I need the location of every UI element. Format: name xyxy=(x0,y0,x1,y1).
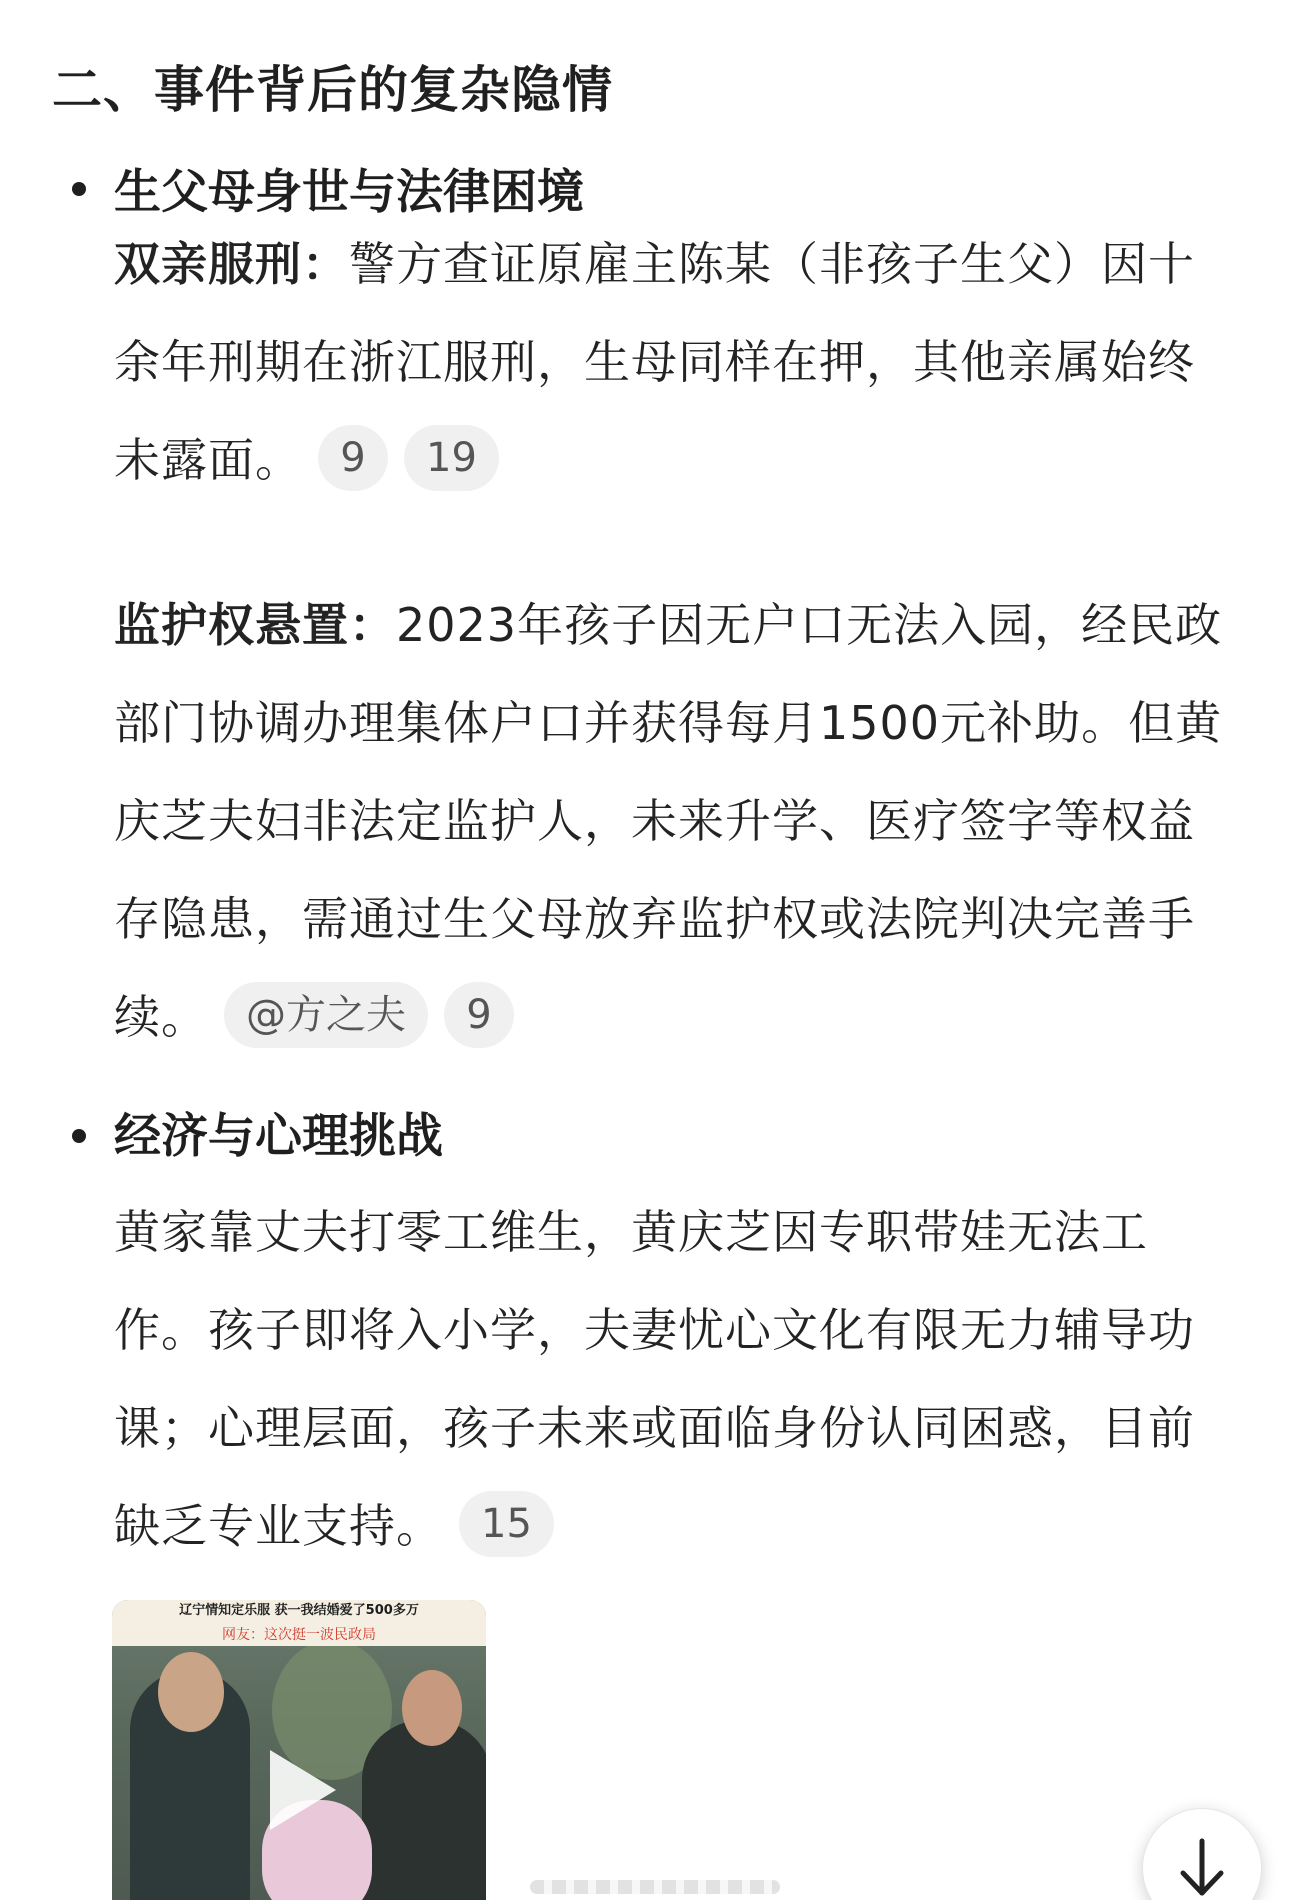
citation-chip[interactable]: 19 xyxy=(404,425,499,491)
citation-chip[interactable]: 9 xyxy=(318,425,388,491)
bullet-dot xyxy=(72,1129,86,1143)
paragraph-text: 2023年孩子因无户口无法入园，经民政部门协调办理集体户口并获得每月1500元补助。但黄庆芝夫妇非法定监护人，未来升学、医疗签字等权益存隐患，需通过生父母放弃监护权或法院判决完善手续。 xyxy=(114,598,1223,1044)
paragraph-label: 监护权悬置： xyxy=(114,598,396,652)
paragraph-parents-in-prison xyxy=(114,215,1234,509)
subheading-economic: 经济与心理挑战 xyxy=(114,1109,443,1164)
thumbnail-banner-text: 辽宁情知定乐服 获一我结婚爱了500多万 xyxy=(112,1600,486,1646)
scroll-down-button[interactable] xyxy=(1142,1808,1262,1900)
paragraph-label: 双亲服刑： xyxy=(114,237,349,291)
thumbnail-caption: 网友：这次挺一波民政局 xyxy=(222,1627,376,1643)
paragraph-guardianship xyxy=(114,576,1234,1066)
bullet-dot xyxy=(72,182,86,196)
citation-chip[interactable]: 15 xyxy=(459,1491,554,1557)
citation-chip[interactable]: 9 xyxy=(444,982,514,1048)
section-title: 二、事件背后的复杂隐情 xyxy=(52,61,613,119)
paragraph-text: 警方查证原雇主陈某（非孩子生父）因十余年刑期在浙江服刑，生母同样在押，其他亲属始终未露面。 xyxy=(114,237,1195,487)
loading-indicator xyxy=(530,1880,780,1894)
paragraph-text: 黄家靠丈夫打零工维生，黄庆芝因专职带娃无法工作。孩子即将入小学，夫妻忧心文化有限无力辅导功课；心理层面，孩子未来或面临身份认同困惑，目前缺乏专业支持。 xyxy=(114,1205,1195,1553)
thumbnail-person-head xyxy=(402,1670,462,1746)
thumbnail-person xyxy=(362,1720,486,1900)
source-chip[interactable]: @方之夫 xyxy=(224,982,428,1048)
thumbnail-person-head xyxy=(158,1652,224,1732)
play-icon[interactable] xyxy=(270,1750,336,1830)
subheading-legal: 生父母身世与法律困境 xyxy=(114,165,584,220)
paragraph-economic xyxy=(114,1183,1234,1575)
video-thumbnail[interactable] xyxy=(112,1600,486,1900)
arrow-down-icon xyxy=(1177,1835,1227,1900)
